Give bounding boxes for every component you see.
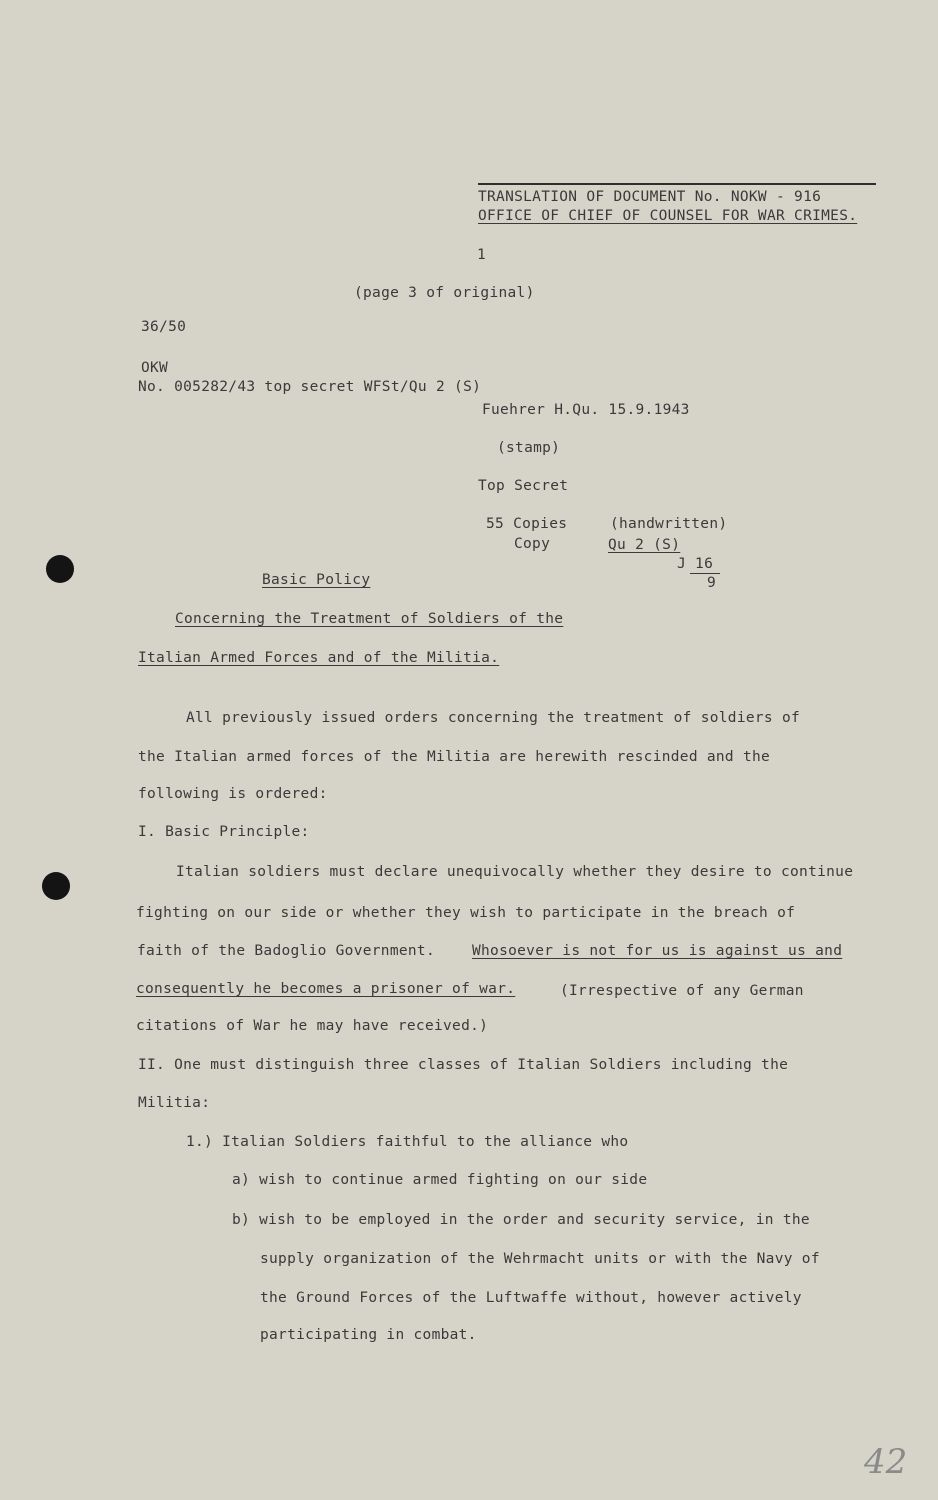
section-1-line-4b: (Irrespective of any German [560,983,804,999]
origin-number: No. 005282/43 top secret WFSt/Qu 2 (S) [138,379,482,395]
section-2-line-2: Militia: [138,1095,211,1111]
item-1a: a) wish to continue armed fighting on our side [232,1172,648,1188]
fraction-bottom: 9 [707,575,717,591]
intro-line-3: following is ordered: [138,786,328,802]
section-1-line-4a: consequently he becomes a prisoner of war. [136,981,516,997]
item-1b-line-2: supply organization of the Wehrmacht units or with the Navy of [260,1251,820,1267]
qu-reference: Qu 2 (S) [608,537,681,553]
stamp-label: (stamp) [497,440,561,456]
title-line-2: Concerning the Treatment of Soldiers of the [175,611,564,627]
copy-label: Copy [514,536,551,552]
title-line-1: Basic Policy [262,572,371,588]
item-1b-line-1: b) wish to be employed in the order and security service, in the [232,1212,810,1228]
item-1: 1.) Italian Soldiers faithful to the alliance who [186,1134,629,1150]
item-1b-line-3: the Ground Forces of the Luftwaffe without, however actively [260,1290,802,1306]
page-number: 1 [477,247,487,263]
section-1-line-1: Italian soldiers must declare unequivocally whether they desire to continue [176,864,854,880]
classification: Top Secret [478,478,569,494]
copies-count: 55 Copies [486,516,568,532]
intro-line-1: All previously issued orders concerning the treatment of soldiers of [186,710,801,726]
item-1b-line-4: participating in combat. [260,1327,477,1343]
header-line-2: OFFICE OF CHIEF OF COUNSEL FOR WAR CRIMES. [478,208,858,224]
archive-page-number: 42 [864,1442,908,1482]
origin-org: OKW [141,360,169,376]
fraction-top: J 16 [677,556,714,572]
original-page-note: (page 3 of original) [354,285,535,301]
section-1-line-5: citations of War he may have received.) [136,1018,489,1034]
title-line-3: Italian Armed Forces and of the Militia. [138,650,500,666]
origin-place-date: Fuehrer H.Qu. 15.9.1943 [482,402,690,418]
header-rule [478,183,876,185]
punch-hole-bottom [42,872,70,900]
punch-hole-top [46,555,74,583]
section-1-line-3a: faith of the Badoglio Government. [137,943,435,959]
section-1-heading: I. Basic Principle: [138,824,310,840]
section-1-line-3b: Whosoever is not for us is against us and [472,943,843,959]
file-reference: 36/50 [141,319,187,335]
handwritten-note: (handwritten) [610,516,728,532]
section-1-line-2: fighting on our side or whether they wish to participate in the breach of [136,905,796,921]
intro-line-2: the Italian armed forces of the Militia are herewith rescinded and the [138,749,771,765]
header-line-1: TRANSLATION OF DOCUMENT No. NOKW - 916 [478,189,822,205]
section-2-line-1: II. One must distinguish three classes of Italian Soldiers including the [138,1057,789,1073]
